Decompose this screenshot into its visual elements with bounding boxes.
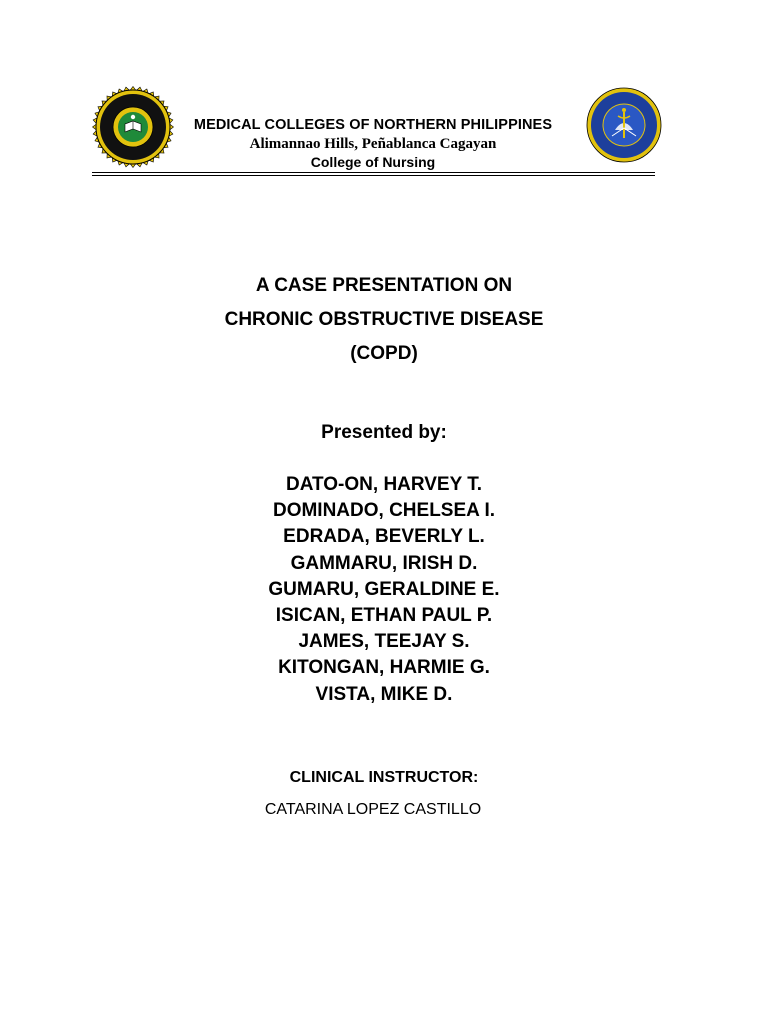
title-line-3: (COPD) — [350, 343, 418, 364]
nursing-seal-icon — [585, 86, 663, 164]
letterhead — [178, 116, 568, 171]
title-line-1: A CASE PRESENTATION ON — [255, 275, 513, 296]
presenter-name: DOMINADO, CHELSEA I. — [272, 500, 496, 522]
presenter-name: VISTA, MIKE D. — [315, 683, 453, 705]
school-address: Alimannao Hills, Peñablanca Cagayan — [249, 136, 497, 152]
seal-year-text: 1994 — [128, 141, 138, 146]
presenter-name: ISICAN, ETHAN PAUL P. — [275, 605, 493, 627]
presenter-name: EDRADA, BEVERLY L. — [283, 526, 485, 548]
presented-by-label: Presented by: — [321, 422, 447, 443]
school-seal-logo — [92, 86, 174, 168]
header-divider-bottom — [92, 175, 655, 176]
clinical-instructor-label: CLINICAL INSTRUCTOR: — [289, 769, 479, 786]
presenter-name: GAMMARU, IRISH D. — [290, 552, 478, 574]
college-name: College of Nursing — [310, 154, 436, 170]
presenter-list — [0, 472, 768, 708]
presenter-name: GUMARU, GERALDINE E. — [268, 578, 500, 600]
school-seal-icon — [92, 86, 174, 168]
college-of-nursing-seal-logo — [585, 86, 663, 164]
presenter-name: JAMES, TEEJAY S. — [298, 631, 470, 653]
presenter-name: KITONGAN, HARMIE G. — [278, 657, 490, 679]
case-title — [0, 269, 768, 371]
title-line-2: CHRONIC OBSTRUCTIVE DISEASE — [224, 309, 544, 330]
school-name: MEDICAL COLLEGES OF NORTHERN PHILIPPINES — [193, 117, 553, 133]
clinical-instructor-name: CATARINA LOPEZ CASTILLO — [264, 801, 482, 818]
header-divider-top — [92, 172, 655, 173]
presenter-name: DATO-ON, HARVEY T. — [285, 474, 482, 495]
